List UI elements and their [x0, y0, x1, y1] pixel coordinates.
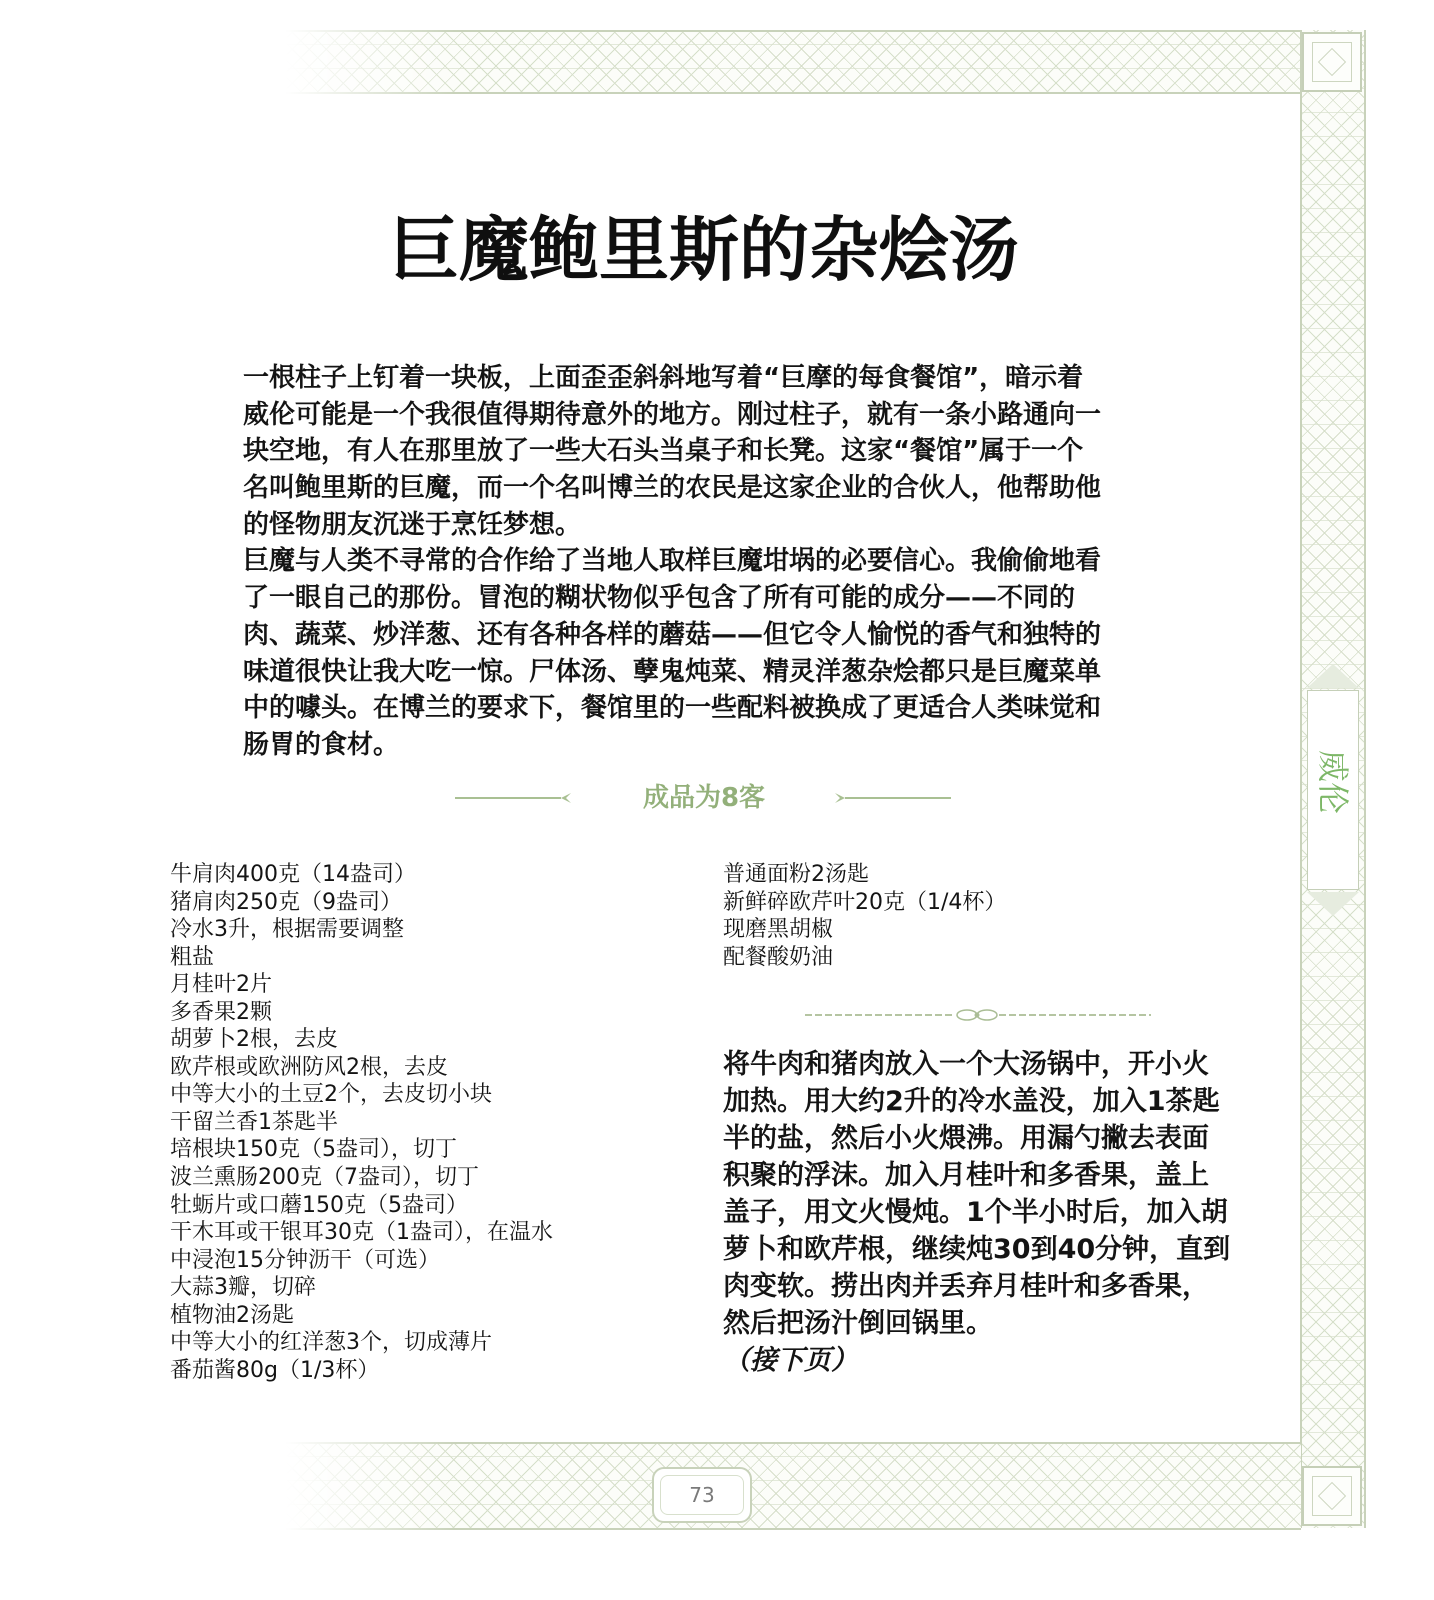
tab-chevron-ornament — [1307, 892, 1359, 916]
ingredient-item: 月桂叶2片 — [170, 972, 272, 998]
method-line: 然后把汤汁倒回锅里。 — [723, 1308, 993, 1339]
method-line: 盖子，用文火慢炖。1个半小时后，加入胡 — [723, 1197, 1228, 1228]
ingredient-item: 中等大小的土豆2个，去皮切小块 — [170, 1082, 492, 1108]
ingredient-item: 中等大小的红洋葱3个，切成薄片 — [170, 1330, 492, 1356]
chapter-tab-label: 威伦 — [1314, 749, 1352, 814]
recipe-title: 巨魔鲍里斯的杂烩汤 — [389, 209, 1019, 291]
ingredient-item: 普通面粉2汤匙 — [723, 862, 869, 887]
ingredient-item: 植物油2汤匙 — [170, 1302, 294, 1328]
method-line: 积聚的浮沫。加入月桂叶和多香果，盖上 — [723, 1160, 1209, 1191]
ingredient-list-right — [723, 861, 1243, 971]
ingredient-item: 猪肩肉250克（9盎司） — [170, 889, 402, 915]
decorative-border-bottom — [285, 1442, 1301, 1530]
ingredient-item: 中浸泡15分钟沥干（可选） — [170, 1247, 440, 1273]
intro-line: 巨魔与人类不寻常的合作给了当地人取样巨魔坩埚的必要信心。我偷偷地看 — [243, 546, 1102, 577]
intro-line: 一根柱子上钉着一块板，上面歪歪斜斜地写着“巨摩的每食餐馆”，暗示着 — [243, 363, 1084, 393]
method-line: 半的盐，然后小火煨沸。用漏勺撇去表面 — [723, 1123, 1209, 1154]
intro-line: 肉、蔬菜、炒洋葱、还有各种各样的蘑菇——但它令人愉悦的香气和独特的 — [243, 619, 1102, 650]
border-corner-ornament — [1302, 1466, 1362, 1526]
border-corner-ornament — [1302, 32, 1362, 92]
decorative-border-top — [285, 30, 1301, 94]
ingredient-item: 干木耳或干银耳30克（1盎司），在温水 — [170, 1220, 553, 1246]
ingredient-item: 配餐酸奶油 — [723, 944, 834, 970]
method-line: 将牛肉和猪肉放入一个大汤锅中，开小火 — [723, 1049, 1209, 1080]
servings-divider-right-ornament — [833, 791, 951, 805]
intro-text — [243, 360, 1203, 764]
method-text — [723, 1046, 1283, 1379]
method-line: 萝卜和欧芹根，继续炖30到40分钟，直到 — [723, 1234, 1231, 1265]
intro-line: 味道很快让我大吃一惊。尸体汤、孽鬼炖菜、精灵洋葱杂烩都只是巨魔菜单 — [243, 656, 1102, 687]
intro-line: 中的噱头。在博兰的要求下，餐馆里的一些配料被换成了更适合人类味觉和 — [243, 693, 1102, 724]
intro-line: 威伦可能是一个我很值得期待意外的地方。刚过柱子，就有一条小路通向一 — [243, 399, 1102, 430]
method-line: 加热。用大约2升的冷水盖没，加入1茶匙 — [723, 1086, 1220, 1117]
method-line: 肉变软。捞出肉并丢弃月桂叶和多香果， — [723, 1271, 1209, 1302]
ingredient-item: 波兰熏肠200克（7盎司），切丁 — [170, 1165, 479, 1191]
intro-line: 块空地，有人在那里放了一些大石头当桌子和长凳。这家“餐馆”属于一个 — [243, 436, 1084, 467]
intro-line: 的怪物朋友沉迷于烹饪梦想。 — [243, 509, 582, 540]
continued-note: （接下页） — [723, 1345, 858, 1376]
ingredient-item: 欧芹根或欧洲防风2根，去皮 — [170, 1054, 448, 1080]
servings-label: 成品为8客 — [642, 783, 766, 813]
ingredient-item: 粗盐 — [170, 944, 215, 970]
ingredient-item: 冷水3升，根据需要调整 — [170, 917, 404, 943]
page-number: 73 — [689, 1483, 715, 1507]
ingredient-item: 现磨黑胡椒 — [723, 917, 834, 943]
ingredient-item: 番茄酱80g（1/3杯） — [170, 1357, 380, 1383]
ingredient-item: 多香果2颗 — [170, 999, 272, 1025]
ingredient-item: 牡蛎片或口蘑150克（5盎司） — [170, 1192, 468, 1218]
intro-line: 了一眼自己的那份。冒泡的糊状物似乎包含了所有可能的成分——不同的 — [243, 583, 1076, 614]
tab-chevron-ornament — [1307, 664, 1359, 688]
intro-line: 肠胃的食材。 — [243, 729, 400, 760]
ingredient-item: 大蒜3瓣，切碎 — [170, 1275, 316, 1301]
ingredient-list-left — [170, 861, 690, 1384]
servings-divider-left-ornament — [455, 791, 573, 805]
ingredient-item: 胡萝卜2根，去皮 — [170, 1027, 338, 1053]
ingredient-item: 新鲜碎欧芹叶20克（1/4杯） — [723, 889, 1007, 915]
ingredient-item: 牛肩肉400克（14盎司） — [170, 862, 416, 887]
ingredient-item: 培根块150克（5盎司），切丁 — [170, 1137, 457, 1163]
ingredient-item: 干留兰香1茶匙半 — [170, 1109, 338, 1135]
section-divider-ornament — [805, 1007, 1151, 1023]
intro-line: 名叫鲍里斯的巨魔，而一个名叫博兰的农民是这家企业的合伙人，他帮助他 — [243, 473, 1102, 504]
